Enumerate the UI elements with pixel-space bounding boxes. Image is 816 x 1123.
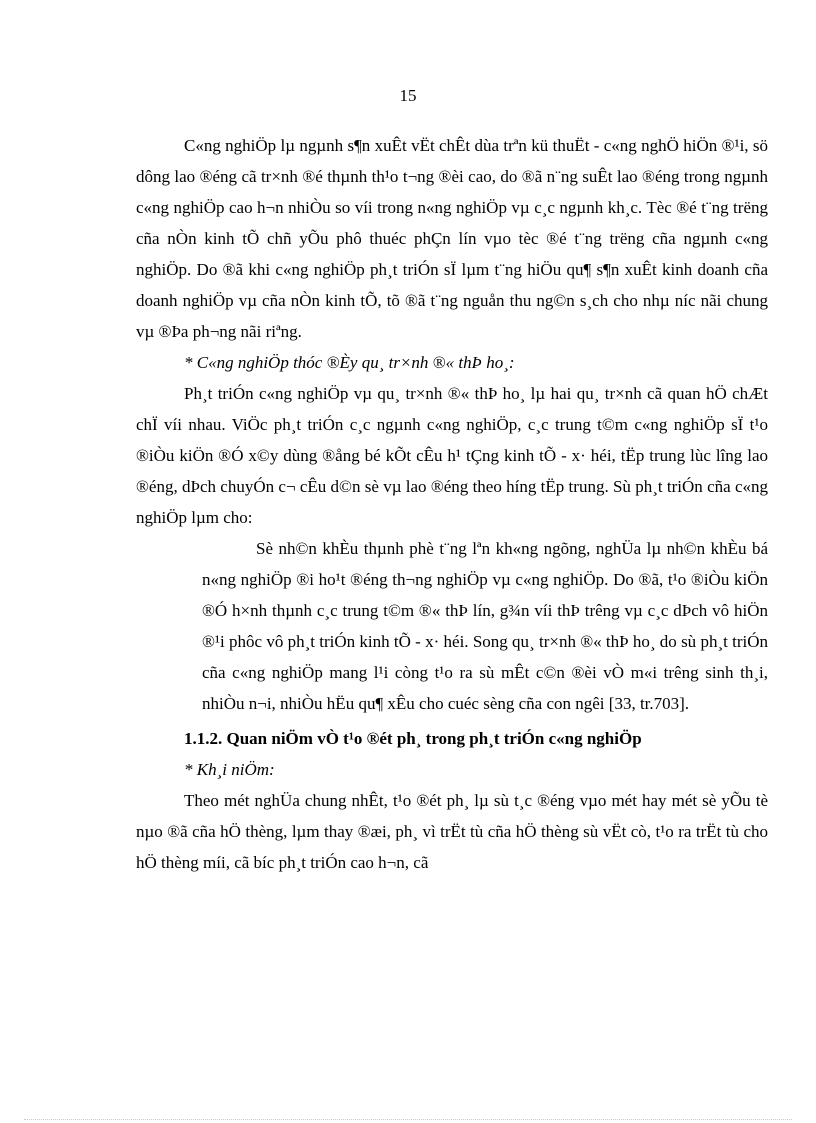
paragraph-urbanization: Ph¸t triÓn c«ng nghiÖp vµ qu¸ tr×nh ®« thÞ ho¸ lµ hai qu¸ tr×nh cã quan hÖ chÆt chÏ víi nhau. ViÖc ph¸t triÓn c¸c ngµnh c«ng nghiÖp, c¸c trung t©m c«ng nghiÖp sÏ t¹o ®iÒu kiÖn ®Ó x©y dùng ®ång bé kÕt cÊu h¹ tÇng kinh tÕ - x· héi, tËp trung lùc lîng lao ®éng, dÞch chuyÓn c¬ cÊu d©n sè vµ lao ®éng theo híng tËp trung. Sù ph¸t triÓn cña c«ng nghiÖp lµm cho: [136, 384, 768, 527]
page-number: 15 [399, 86, 417, 105]
subheading-concept: * Kh¸i niÖm: [184, 760, 275, 779]
paragraph-industry-productivity: C«ng nghiÖp lµ ngµnh s¶n xuÊt vËt chÊt dùa trªn kü thuËt - c«ng nghÖ hiÖn ®¹i, sö dông lao ®éng cã tr×nh ®é thµnh th¹o t¬ng ®èi cao, do ®ã n¨ng suÊt lao ®éng trong ngµnh c«ng nghiÖp cao h¬n nhiÒu so víi trong n«ng nghiÖp vµ c¸c ngµnh kh¸c. Tèc ®é t¨ng trëng cña nÒn kinh tÕ chñ yÕu phô thuéc phÇn lín vµo tèc ®é t¨ng trëng cña ngµnh c«ng nghiÖp. Do ®ã khi c«ng nghiÖp ph¸t triÓn sÏ lµm t¨ng hiÖu qu¶ s¶n xuÊt kinh doanh cña doanh nghiÖp vµ cña nÒn kinh tÕ, tõ ®ã t¨ng nguån thu ng©n s¸ch cho nhµ níc nãi chung vµ ®Þa ph¬ng nãi riªng. [136, 136, 768, 341]
paragraph-breakthrough-definition: Theo mét nghÜa chung nhÊt, t¹o ®ét ph¸ lµ sù t¸c ®éng vµo mét hay mét sè yÕu tè nµo ®ã cña hÖ thèng, lµm thay ®æi, ph¸ vì trËt tù cña hÖ thèng sù vËt cò, t¹o ra trËt tù cho hÖ thèng míi, cã bíc ph¸t triÓn cao h¬n, cã [136, 791, 768, 872]
subheading-urbanization: * C«ng nghiÖp thóc ®Èy qu¸ tr×nh ®« thÞ ho¸: [184, 353, 515, 372]
page-bottom-divider [24, 1119, 792, 1120]
section-heading-1-1-2: 1.1.2. Quan niÖm vÒ t¹o ®ét ph¸ trong ph¸t triÓn c«ng nghiÖp [184, 729, 642, 748]
block-quote-citation: Sè nh©n khÈu thµnh phè t¨ng lªn kh«ng ngõng, nghÜa lµ nh©n khÈu bá n«ng nghiÖp ®i ho¹t ®éng th¬ng nghiÖp vµ c«ng nghiÖp. Do ®ã, t¹o ®iÒu kiÖn ®Ó h×nh thµnh c¸c trung t©m ®« thÞ lín, g¾n víi thÞ trêng vµ c¸c dÞch vô hiÖn ®¹i phôc vô ph¸t triÓn kinh tÕ - x· héi. Song qu¸ tr×nh ®« thÞ ho¸ do sù ph¸t triÓn cña c«ng nghiÖp mang l¹i còng t¹o ra sù mÊt c©n ®èi vÒ m«i trêng sinh th¸i, nhiÒu n¬i, nhiÒu hËu qu¶ xÊu cho cuéc sèng cña con ngêi [33, tr.703]. [202, 539, 768, 713]
body-text [136, 130, 768, 878]
